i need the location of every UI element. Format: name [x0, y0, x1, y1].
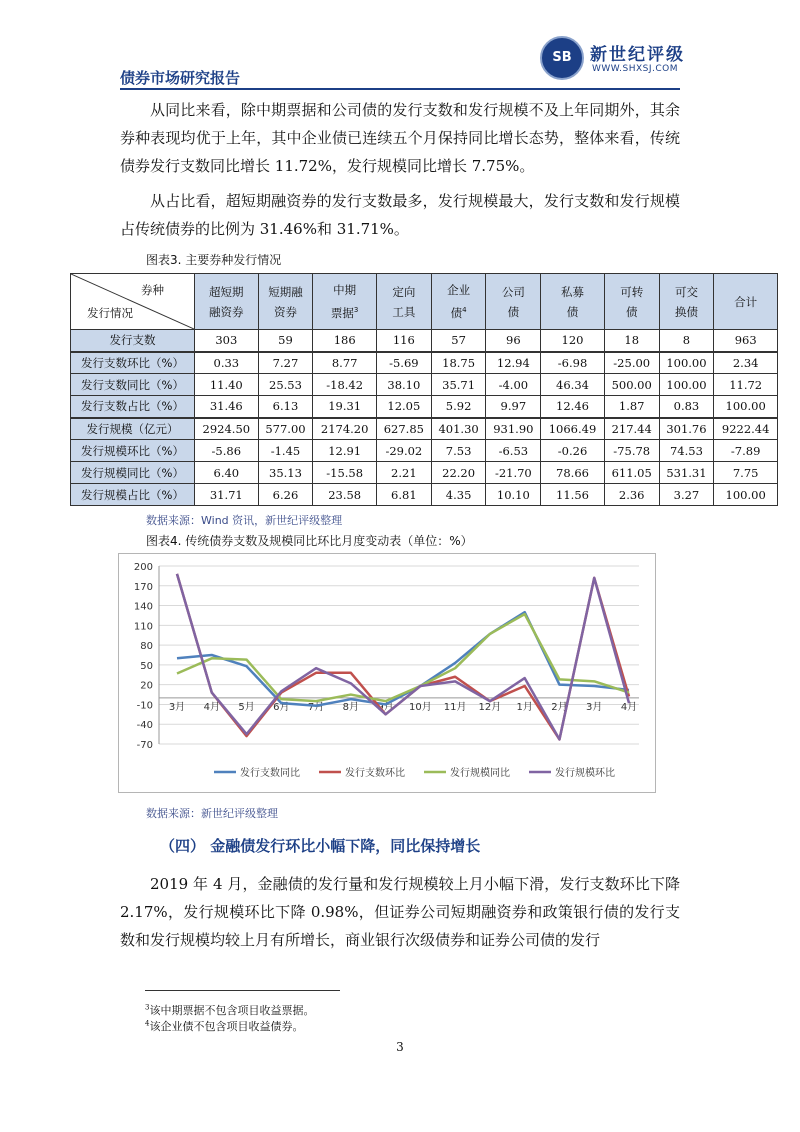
table-cell: 0.83 [659, 396, 714, 418]
bond-issuance-table [70, 273, 778, 506]
x-tick-label: 7月 [307, 701, 325, 713]
row-label: 发行支数同比（%） [71, 374, 195, 396]
table-cell: -6.53 [486, 440, 541, 462]
column-header [659, 274, 714, 330]
column-header-line1: 可交 [674, 284, 698, 299]
table-cell: 500.00 [604, 374, 659, 396]
y-tick-label: 80 [140, 641, 153, 653]
column-header [541, 274, 605, 330]
table-cell: 2.34 [714, 352, 778, 374]
column-header [431, 274, 486, 330]
x-tick-label: 12月 [478, 701, 502, 713]
column-header-line2: 资券 [273, 304, 297, 319]
report-title: 债券市场研究报告 [120, 69, 241, 87]
logo-url: WWW.SHXSJ.COM [592, 64, 679, 74]
column-header-line1: 合计 [734, 294, 758, 309]
table-cell: 57 [431, 330, 486, 352]
table-cell: 74.53 [659, 440, 714, 462]
table-cell: 5.92 [431, 396, 486, 418]
header-divider [120, 88, 680, 90]
paragraph-share: 从占比看，超短期融资券的发行支数最多，发行规模最大，发行支数和发行规模占传统债券的比例为 31.46%和 31.71%。 [120, 192, 680, 238]
table-cell: 25.53 [258, 374, 313, 396]
logo-mark: SB [552, 50, 572, 65]
logo-name: 新世纪评级 [590, 45, 685, 65]
table-cell: 18.75 [431, 352, 486, 374]
table-cell: 120 [541, 330, 605, 352]
y-tick-label: -40 [136, 720, 153, 732]
column-header [195, 274, 259, 330]
table-cell: -29.02 [376, 440, 431, 462]
x-tick-label: 6月 [273, 701, 290, 713]
y-tick-label: 200 [133, 562, 153, 573]
table-cell: 2174.20 [313, 418, 377, 440]
x-tick-label: 5月 [238, 701, 255, 713]
table-cell: 100.00 [714, 396, 778, 418]
page-number: 3 [396, 1040, 404, 1054]
page-header [120, 36, 685, 90]
table-cell: 23.58 [313, 484, 377, 506]
table-cell: 11.72 [714, 374, 778, 396]
table-cell: 35.71 [431, 374, 486, 396]
y-tick-label: 20 [140, 680, 153, 692]
x-tick-label: 8月 [342, 701, 360, 713]
x-tick-label: 11月 [443, 701, 467, 713]
column-header [604, 274, 659, 330]
y-tick-label: 170 [133, 581, 153, 593]
table-cell: 12.46 [541, 396, 605, 418]
table-cell: -4.00 [486, 374, 541, 396]
table-cell: 22.20 [431, 462, 486, 484]
table-cell: 78.66 [541, 462, 605, 484]
chart-caption: 图表4. 传统债券支数及规模同比环比月度变动表（单位：%） [146, 534, 473, 548]
footnote-text: 该企业债不包含项目收益债券。 [149, 1020, 304, 1033]
table-cell: 10.10 [486, 484, 541, 506]
column-header [313, 274, 377, 330]
column-header [258, 274, 313, 330]
table-row [71, 396, 778, 418]
table-cell: -5.69 [376, 352, 431, 374]
x-tick-label: 3月 [586, 701, 603, 713]
x-tick-label: 3月 [168, 701, 186, 713]
table-row [71, 352, 778, 374]
table-cell: 2924.50 [195, 418, 259, 440]
row-label: 发行支数 [71, 330, 195, 352]
table-cell: 11.56 [541, 484, 605, 506]
table-cell: 186 [313, 330, 377, 352]
table-cell: -21.70 [486, 462, 541, 484]
table-corner-cell [71, 274, 195, 330]
x-tick-label: 2月 [551, 701, 568, 713]
column-header-line1: 中期 [333, 283, 357, 298]
table-cell: 116 [376, 330, 431, 352]
x-tick-label: 4月 [203, 701, 220, 713]
column-header-line2: 债 [450, 305, 463, 320]
table-cell: -15.58 [313, 462, 377, 484]
table-caption: 图表3. 主要券种发行情况 [146, 253, 282, 267]
column-header [714, 274, 778, 330]
table-cell: 46.34 [541, 374, 605, 396]
table-cell: 303 [195, 330, 259, 352]
table-row [71, 374, 778, 396]
row-label: 发行支数占比（%） [71, 396, 195, 418]
column-header-line2: 债 [507, 304, 520, 319]
table-cell: 2.21 [376, 462, 431, 484]
table-cell: 31.71 [195, 484, 259, 506]
row-label: 发行规模占比（%） [71, 484, 195, 506]
column-header [486, 274, 541, 330]
table-cell: -18.42 [313, 374, 377, 396]
table-row [71, 484, 778, 506]
table-cell: 6.26 [258, 484, 313, 506]
table-cell: 3.27 [659, 484, 714, 506]
line-chart [119, 554, 655, 792]
paragraph-yoy: 从同比来看，除中期票据和公司债的发行支数和发行规模不及上年同期外，其余券种表现均优于上年，其中企业债已连续五个月保持同比增长态势，整体来看，传统债券发行支数同比增长 11.72%，发行规模同比增长 7.75%。 [120, 101, 680, 175]
table-cell: 577.00 [258, 418, 313, 440]
table-cell: 31.46 [195, 396, 259, 418]
footnote-mark: 3 [145, 1003, 150, 1012]
y-tick-label: 110 [133, 621, 153, 633]
table-cell: 7.27 [258, 352, 313, 374]
table-cell: 12.91 [313, 440, 377, 462]
chart-source: 数据来源：新世纪评级整理 [146, 807, 278, 820]
table-cell: 6.13 [258, 396, 313, 418]
column-header-line1: 可转 [620, 284, 644, 299]
table-cell: 0.33 [195, 352, 259, 374]
column-header-line2: 债 [625, 304, 638, 319]
footnote-mark: 4 [145, 1019, 150, 1028]
column-header-line1: 定向 [392, 284, 416, 299]
table-cell: 19.31 [313, 396, 377, 418]
footnote-3 [145, 1002, 314, 1018]
table-cell: 301.76 [659, 418, 714, 440]
column-header-line1: 短期融 [268, 284, 303, 299]
footnote-reference: 3 [353, 306, 359, 315]
table-cell: 531.31 [659, 462, 714, 484]
y-tick-label: -10 [136, 700, 153, 712]
table-header-row [71, 274, 778, 330]
table-cell: 8.77 [313, 352, 377, 374]
y-tick-label: -70 [136, 740, 153, 751]
table-cell: 11.40 [195, 374, 259, 396]
table-cell: -75.78 [604, 440, 659, 462]
table-row [71, 418, 778, 440]
table-cell: 8 [659, 330, 714, 352]
table-cell: 9.97 [486, 396, 541, 418]
footnote-text: 该中期票据不包含项目收益票据。 [149, 1004, 315, 1017]
table-cell: 59 [258, 330, 313, 352]
column-header-line1: 企业 [447, 283, 471, 298]
row-label: 发行规模同比（%） [71, 462, 195, 484]
table-cell: 401.30 [431, 418, 486, 440]
logo-emblem-icon [540, 36, 584, 80]
table-cell: 100.00 [659, 352, 714, 374]
column-header-line1: 公司 [501, 284, 525, 299]
table-cell: 7.75 [714, 462, 778, 484]
table-cell: 12.05 [376, 396, 431, 418]
series-line-2 [177, 574, 629, 739]
legend-label: 发行规模同比 [450, 768, 510, 779]
table-source: 数据来源：Wind 资讯，新世纪评级整理 [146, 514, 343, 527]
table-cell: 6.81 [376, 484, 431, 506]
legend-label: 发行支数同比 [240, 768, 300, 779]
table-cell: 627.85 [376, 418, 431, 440]
table-cell: -7.89 [714, 440, 778, 462]
column-header-line1: 私募 [561, 284, 585, 299]
paragraph-financial-bonds: 2019 年 4 月，金融债的发行量和发行规模较上月小幅下滑，发行支数环比下降 2.17%，发行规模环比下降 0.98%，但证券公司短期融资券和政策银行债的发行支数和发行规模均较上月有所增长，商业银行次级债券和证券公司债的发行 [120, 875, 680, 949]
table-cell: 6.40 [195, 462, 259, 484]
table-row [71, 330, 778, 352]
table-cell: 963 [714, 330, 778, 352]
legend-label: 发行规模环比 [555, 768, 615, 779]
table-cell: 2.36 [604, 484, 659, 506]
corner-label-type: 券种 [141, 283, 164, 297]
table-cell: 100.00 [659, 374, 714, 396]
series-line-3 [177, 614, 629, 701]
table-cell: 12.94 [486, 352, 541, 374]
x-tick-label: 9月 [377, 701, 394, 713]
y-tick-label: 50 [140, 660, 153, 672]
x-tick-label: 1月 [516, 701, 533, 713]
table-cell: 611.05 [604, 462, 659, 484]
table-cell: 7.53 [431, 440, 486, 462]
table-cell: -0.26 [541, 440, 605, 462]
section-heading: （四） 金融债发行环比小幅下降，同比保持增长 [160, 837, 481, 855]
table-cell: 18 [604, 330, 659, 352]
column-header [376, 274, 431, 330]
column-header-line2: 工具 [392, 304, 416, 319]
x-tick-label: 4月 [620, 701, 638, 713]
column-header-line2: 票据 [330, 305, 354, 320]
table-cell: -25.00 [604, 352, 659, 374]
column-header-line2: 融资券 [209, 304, 244, 319]
footnote-reference: 4 [462, 306, 467, 315]
company-logo [540, 36, 700, 80]
table-cell: -6.98 [541, 352, 605, 374]
table-cell: 38.10 [376, 374, 431, 396]
chart-frame [118, 553, 656, 793]
table-cell: -1.45 [258, 440, 313, 462]
table-row [71, 440, 778, 462]
footnote-divider [145, 990, 340, 991]
table-cell: -5.86 [195, 440, 259, 462]
row-label: 发行规模环比（%） [71, 440, 195, 462]
y-tick-label: 140 [133, 601, 153, 613]
table-cell: 217.44 [604, 418, 659, 440]
row-label: 发行规模（亿元） [71, 418, 195, 440]
table-cell: 9222.44 [714, 418, 778, 440]
corner-label-metric: 发行情况 [87, 306, 133, 320]
column-header-line1: 超短期 [209, 284, 244, 299]
column-header-line2: 债 [566, 304, 579, 319]
table-cell: 1066.49 [541, 418, 605, 440]
table-cell: 931.90 [486, 418, 541, 440]
table-cell: 96 [486, 330, 541, 352]
x-tick-label: 10月 [409, 701, 432, 713]
table-cell: 1.87 [604, 396, 659, 418]
table-cell: 4.35 [431, 484, 486, 506]
table-cell: 35.13 [258, 462, 313, 484]
table-cell: 100.00 [714, 484, 778, 506]
column-header-line2: 换债 [674, 304, 698, 319]
series-line-4 [177, 574, 629, 739]
legend-label: 发行支数环比 [345, 768, 405, 779]
footnote-4 [145, 1018, 303, 1034]
table-row [71, 462, 778, 484]
row-label: 发行支数环比（%） [71, 352, 195, 374]
